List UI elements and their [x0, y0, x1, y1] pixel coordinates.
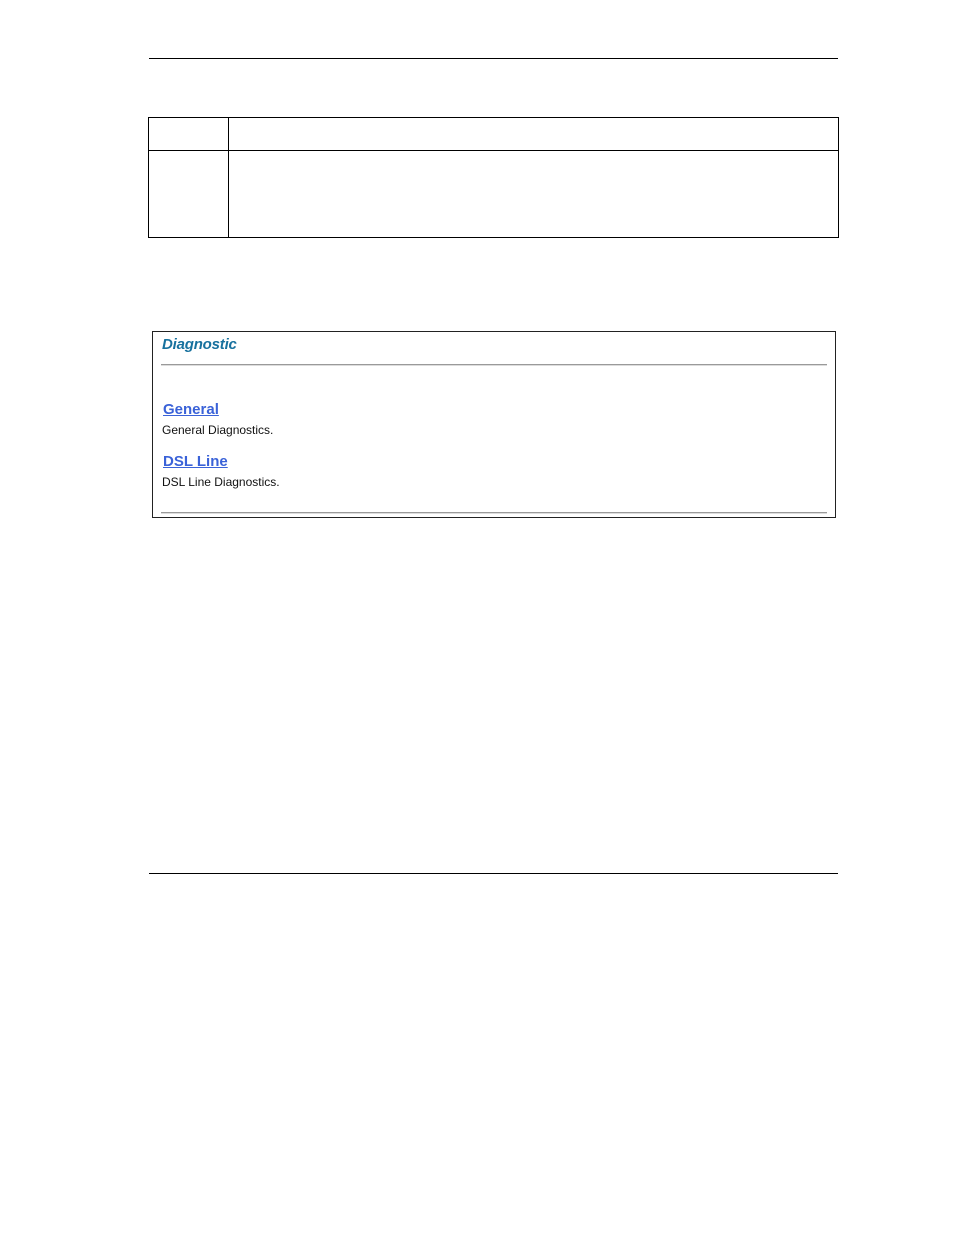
general-link[interactable]: General: [163, 401, 219, 418]
table-cell-description: [229, 151, 839, 238]
field-description-table: [148, 117, 839, 238]
screen-title: Diagnostic: [162, 336, 237, 353]
bottom-divider: [161, 512, 827, 514]
table-cell-label: [149, 151, 229, 238]
dsl-line-description: DSL Line Diagnostics.: [162, 475, 280, 489]
page-header-rule: [149, 58, 838, 59]
general-description: General Diagnostics.: [162, 423, 274, 437]
diagnostic-screen: [152, 331, 836, 518]
table-row: [149, 151, 839, 238]
title-divider: [161, 364, 827, 366]
table-header-cell-description: [229, 118, 839, 151]
table-header-row: [149, 118, 839, 151]
dsl-line-link[interactable]: DSL Line: [163, 453, 228, 470]
table-header-cell-label: [149, 118, 229, 151]
page-footer-rule: [149, 873, 838, 874]
